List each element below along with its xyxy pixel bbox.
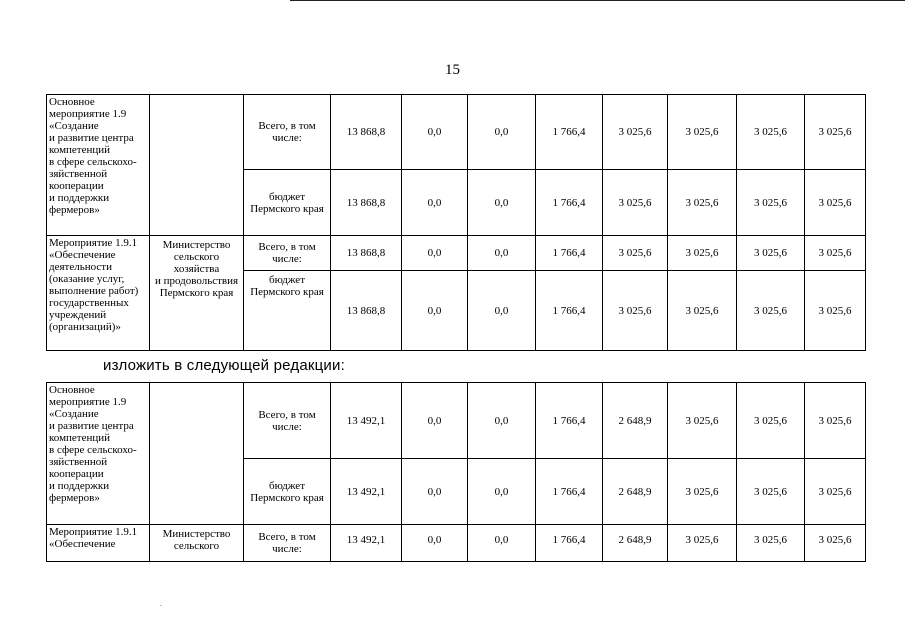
value-cell: 13 492,1 (331, 383, 402, 459)
table-row (47, 525, 866, 562)
activity-name-cell: Мероприятие 1.9.1 «Обеспечение (47, 525, 150, 562)
new-funding-table (46, 382, 866, 562)
value-cell: 0,0 (468, 236, 536, 271)
funding-source-cell: Всего, в том числе: (244, 525, 331, 562)
activity-name-cell: Мероприятие 1.9.1 «Обеспечение деятельности (оказание услуг, выполнение работ) государственных учреждений (организаций)» (47, 236, 150, 351)
value-cell: 3 025,6 (603, 236, 668, 271)
value-cell: 2 648,9 (603, 383, 668, 459)
value-cell: 3 025,6 (603, 95, 668, 170)
value-cell: 0,0 (468, 525, 536, 562)
value-cell: 3 025,6 (668, 170, 737, 236)
value-cell: 13 492,1 (331, 525, 402, 562)
value-cell: 3 025,6 (668, 459, 737, 525)
value-cell: 3 025,6 (737, 459, 805, 525)
value-cell: 0,0 (402, 95, 468, 170)
value-cell: 13 868,8 (331, 271, 402, 351)
value-cell: 0,0 (468, 170, 536, 236)
activity-name-cell: Основное мероприятие 1.9 «Создание и развитие центра компетенций в сфере сельскохо- зяйственной кооперации и поддержки фермеров» (47, 95, 150, 236)
value-cell: 1 766,4 (536, 236, 603, 271)
value-cell: 3 025,6 (805, 236, 866, 271)
value-cell: 3 025,6 (805, 95, 866, 170)
value-cell: 3 025,6 (805, 271, 866, 351)
value-cell: 3 025,6 (737, 383, 805, 459)
value-cell: 0,0 (402, 459, 468, 525)
funding-source-cell: бюджет Пермского края (244, 271, 331, 351)
activity-name-cell: Основное мероприятие 1.9 «Создание и развитие центра компетенций в сфере сельскохо- зяйственной кооперации и поддержки фермеров» (47, 383, 150, 525)
executor-cell: Министерство сельского (150, 525, 244, 562)
value-cell: 3 025,6 (668, 271, 737, 351)
value-cell: 13 868,8 (331, 95, 402, 170)
value-cell: 3 025,6 (805, 459, 866, 525)
instruction-text: изложить в следующей редакции: (103, 357, 345, 374)
table-row (47, 95, 866, 170)
value-cell: 1 766,4 (536, 525, 603, 562)
value-cell: 2 648,9 (603, 459, 668, 525)
value-cell: 0,0 (468, 95, 536, 170)
value-cell: 1 766,4 (536, 271, 603, 351)
value-cell: 3 025,6 (603, 271, 668, 351)
value-cell: 0,0 (402, 170, 468, 236)
value-cell: 3 025,6 (805, 170, 866, 236)
value-cell: 3 025,6 (737, 271, 805, 351)
value-cell: 3 025,6 (668, 525, 737, 562)
value-cell: 3 025,6 (737, 95, 805, 170)
value-cell: 13 868,8 (331, 170, 402, 236)
value-cell: 1 766,4 (536, 170, 603, 236)
value-cell: 0,0 (468, 383, 536, 459)
value-cell: 3 025,6 (668, 383, 737, 459)
funding-source-cell: Всего, в том числе: (244, 383, 331, 459)
value-cell: 3 025,6 (737, 525, 805, 562)
value-cell: 1 766,4 (536, 95, 603, 170)
value-cell: 0,0 (468, 271, 536, 351)
value-cell: 3 025,6 (737, 170, 805, 236)
funding-source-cell: Всего, в том числе: (244, 95, 331, 170)
value-cell: 0,0 (402, 525, 468, 562)
value-cell: 1 766,4 (536, 383, 603, 459)
scan-speck (160, 605, 162, 606)
value-cell: 0,0 (402, 236, 468, 271)
executor-cell: Министерство сельского хозяйства и продовольствия Пермского края (150, 236, 244, 351)
value-cell: 3 025,6 (668, 236, 737, 271)
value-cell: 0,0 (402, 271, 468, 351)
funding-source-cell: Всего, в том числе: (244, 236, 331, 271)
funding-source-cell: бюджет Пермского края (244, 459, 331, 525)
value-cell: 2 648,9 (603, 525, 668, 562)
value-cell: 3 025,6 (668, 95, 737, 170)
top-border-line (290, 0, 905, 1)
executor-cell (150, 383, 244, 525)
table-row (47, 236, 866, 271)
value-cell: 3 025,6 (603, 170, 668, 236)
page-number: 15 (445, 62, 460, 78)
value-cell: 0,0 (468, 459, 536, 525)
old-funding-table (46, 94, 866, 351)
funding-source-cell: бюджет Пермского края (244, 170, 331, 236)
value-cell: 1 766,4 (536, 459, 603, 525)
value-cell: 0,0 (402, 383, 468, 459)
value-cell: 3 025,6 (805, 525, 866, 562)
executor-cell (150, 95, 244, 236)
table-row (47, 383, 866, 459)
value-cell: 3 025,6 (737, 236, 805, 271)
value-cell: 13 868,8 (331, 236, 402, 271)
value-cell: 3 025,6 (805, 383, 866, 459)
value-cell: 13 492,1 (331, 459, 402, 525)
